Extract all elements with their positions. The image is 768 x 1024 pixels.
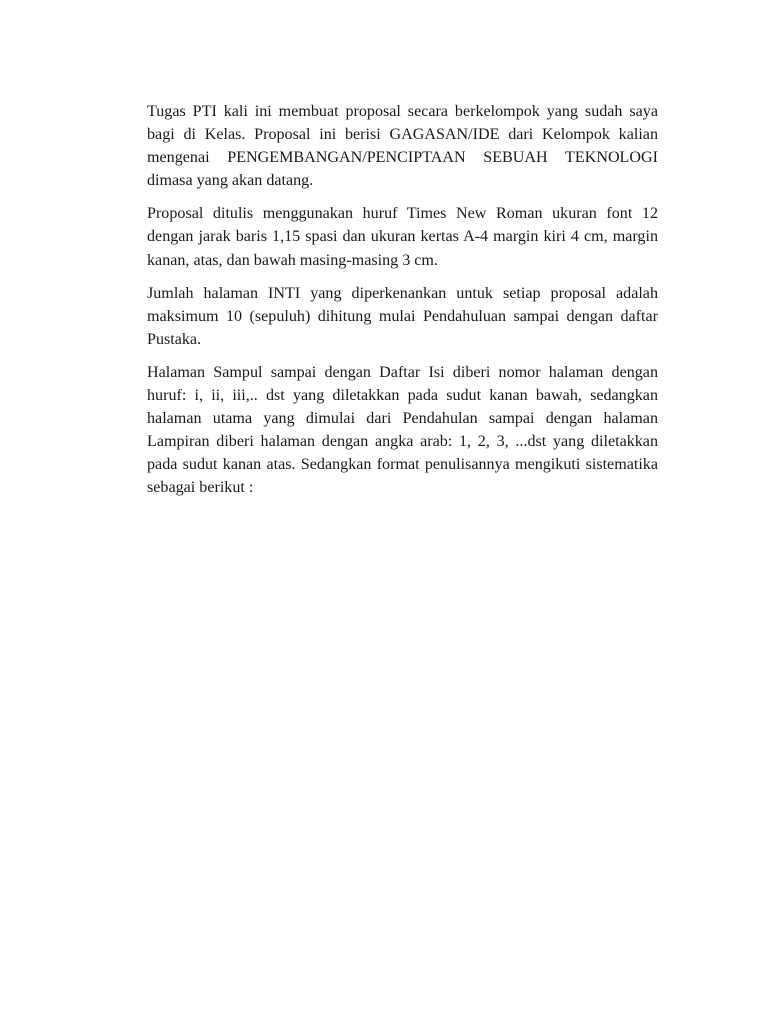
paragraph-page-numbering: Halaman Sampul sampai dengan Daftar Isi diberi nomor halaman dengan huruf: i, ii, iii,.. dst yang diletakkan pada sudut kanan bawah, sedangkan halaman utama yang dimulai dari Pendahulan sampai dengan halaman Lampiran diberi halaman dengan angka arab: 1, 2, 3, ...dst yang diletakkan pada sudut kanan atas. Sedangkan format penulisannya mengikuti sistematika sebagai berikut :	[147, 363, 658, 497]
paragraph-assignment: Tugas PTI kali ini membuat proposal secara berkelompok yang sudah saya bagi di Kelas. Proposal ini berisi GAGASAN/IDE dari Kelompok kalian mengenai PENGEMBANGAN/PENCIPTAAN SEBUAH TEKNOLOGI dimasa yang akan datang.	[147, 103, 658, 190]
paragraph-page-limit: Jumlah halaman INTI yang diperkenankan untuk setiap proposal adalah maksimum 10 (sepuluh) dihitung mulai Pendahuluan sampai dengan daftar Pustaka.	[147, 284, 658, 348]
paragraph-formatting: Proposal ditulis menggunakan huruf Times New Roman ukuran font 12 dengan jarak baris 1,15 spasi dan ukuran kertas A-4 margin kiri 4 cm, margin kanan, atas, dan bawah masing-masing 3 cm.	[147, 205, 658, 269]
document-body	[147, 100, 658, 510]
